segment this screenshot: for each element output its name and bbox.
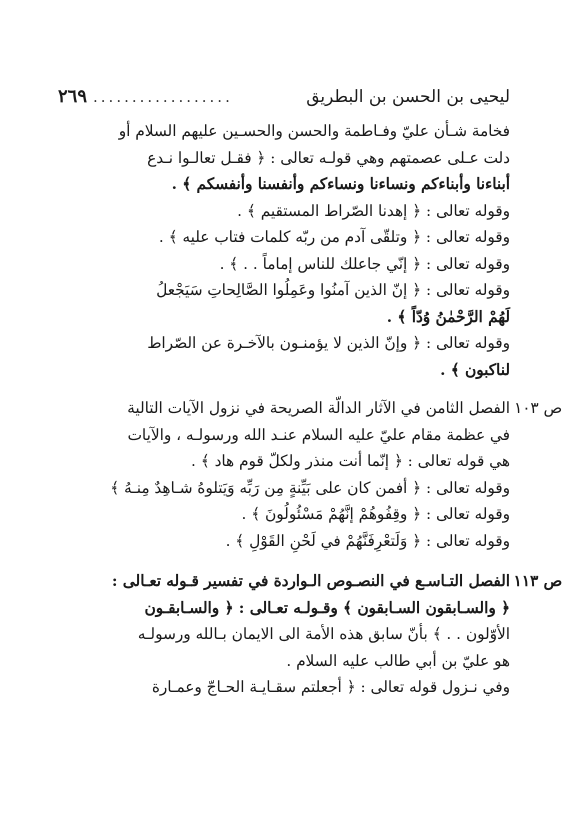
page-number: ٢٦٩ [58, 86, 88, 107]
verse-line: لَهُمْ الرَّحْمٰنُ وُدّاً ﴾ . [386, 307, 510, 326]
verse-line: أبناءنا وأبناءكم ونساءنا ونساءكم وأنفسنا وأنفسكم ﴾ . [171, 175, 510, 193]
chapter-heading: الفصل الثامن في الآثار الدالّة الصريحة في نزول الآيات التالية [127, 399, 510, 417]
text-line: وفي نـزول قوله تعالى : ﴿ أجعلتم سقـايـة الحـاجّ وعمـارة [151, 678, 510, 696]
text-line: وقوله تعالى : ﴿ إنّ الذين آمنُوا وعَمِلُوا الصَّالِحاتِ سَيَجْعلُ [156, 281, 510, 299]
text-line: في عظمة مقام عليّ عليه السلام عنـد الله ورسولـه ، والآيات [127, 425, 510, 444]
text-line: هو عليّ بن أبي طالب عليه السلام . [286, 651, 510, 670]
text-line: الأوّلون . . ﴾ بأنّ سابق هذه الأمة الى الايمان بـالله ورسولـه [137, 625, 510, 643]
chapter-heading: الفصل التـاسـع في النصـوص الـواردة في تفسير قـوله تعـالى : [111, 572, 510, 590]
page-reference: ص ١١٣ [513, 572, 562, 590]
text-line: وقوله تعالى : ﴿ إنّي جاعلك للناس إماماً . . ﴾ . [219, 254, 510, 273]
header-title: ليحيى بن الحسن بن البطريق [306, 87, 510, 107]
text-line [58, 568, 562, 595]
running-header [58, 86, 510, 112]
header-leader-dots: .................. [93, 88, 233, 106]
page-body [58, 118, 562, 701]
text-line: وقوله تعالى : ﴿ وإنّ الذين لا يؤمنـون بالآخـرة عن الصّراط [147, 334, 510, 352]
section-chapter-eight [58, 395, 562, 554]
text-line: هي قوله تعالى : ﴿ إنّما أنت منذر ولكلّ قوم هاد ﴾ . [191, 452, 510, 470]
verse-line: لناكبون ﴾ . [440, 360, 510, 379]
text-line: دلت عـلى عصمتهم وهي قولـه تعالى : ﴿ فقـل تعالـوا نـدع [147, 148, 510, 167]
section-chapter-seven-continued [58, 118, 510, 383]
text-line: فخامة شـأن عليّ وفـاطمة والحسن والحسـين عليهم السلام أو [118, 122, 510, 140]
text-line: وقوله تعالى : ﴿ وقِفُوهُمْ إنَّهُمْ مَسْئُولُونَ ﴾ . [241, 505, 510, 523]
text-line: وقوله تعالى : ﴿ إهدنا الصّراط المستقيم ﴾ . [237, 201, 510, 220]
text-line: وقوله تعالى : ﴿ وَلَتعْرِفَنَّهُمْ في لَحْنِ القَوْلِ ﴾ . [225, 531, 510, 550]
section-chapter-nine [58, 568, 562, 701]
text-line: وقوله تعالى : ﴿ وتلقّى آدم من ربّه كلمات فتاب عليه ﴾ . [158, 228, 510, 246]
text-line [58, 395, 562, 422]
page-reference: ص ١٠٣ [513, 399, 562, 417]
verse-line: ﴿ والسـابقون السـابقون ﴾ وقـولـه تعـالى : ﴿ والسـابقـون [144, 598, 510, 617]
text-line: وقوله تعالى : ﴿ أفمن كان على بَيِّنةٍ مِن رَبِّه وَيَتلوهُ شـاهِدٌ مِنـهُ ﴾ [110, 478, 510, 497]
